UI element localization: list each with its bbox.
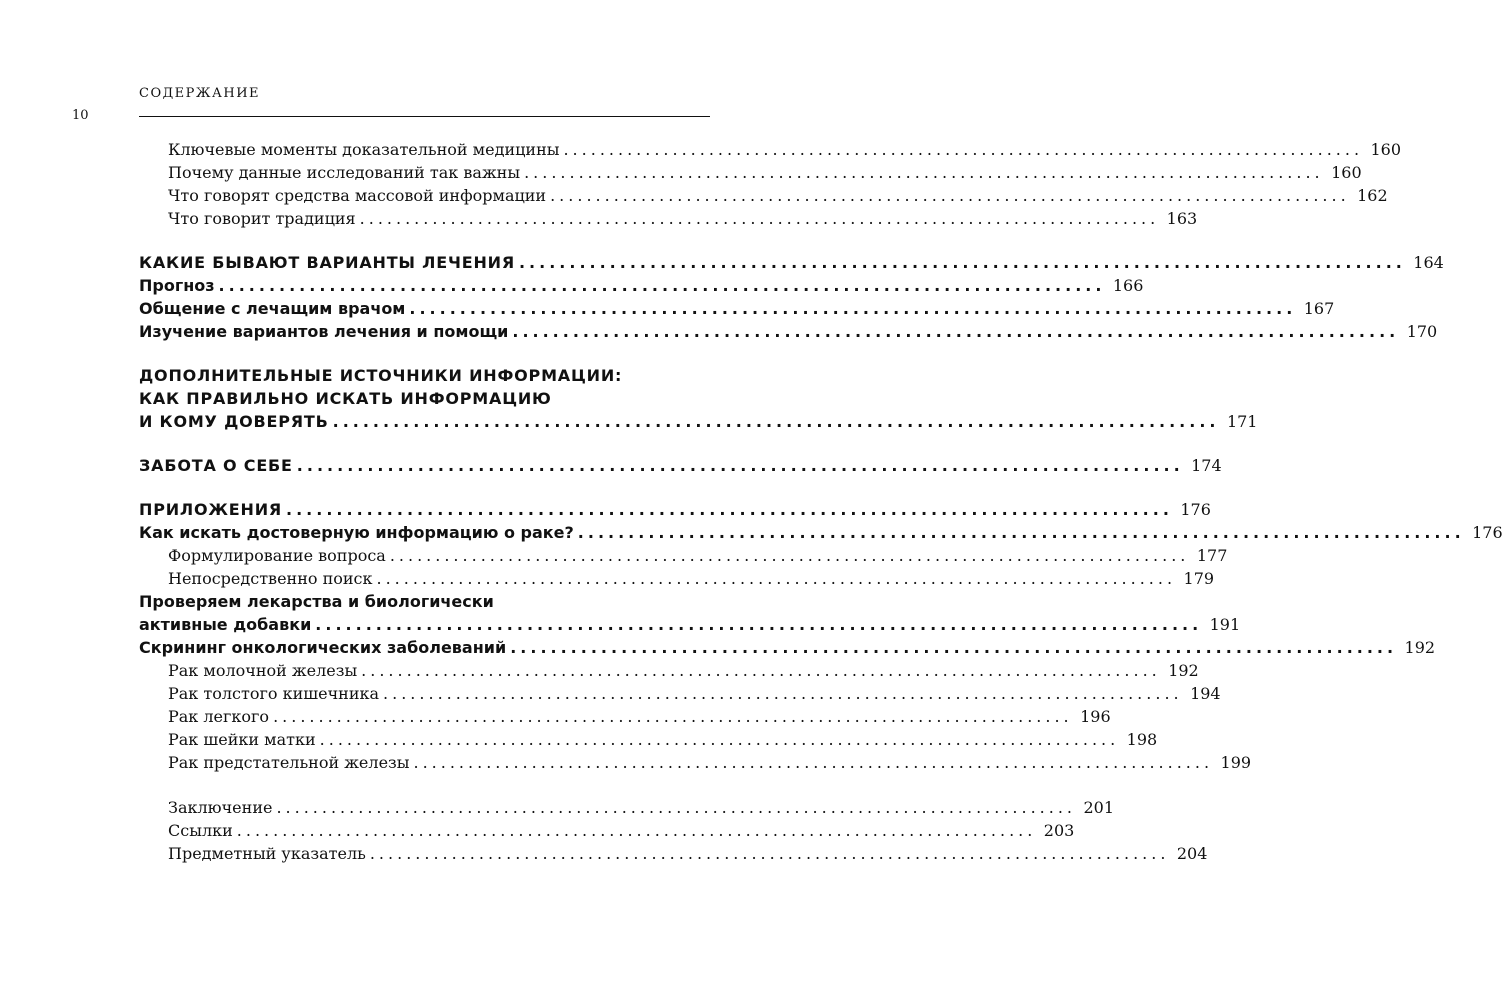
section-gap (139, 433, 700, 454)
toc-entry-page: 176 (1472, 523, 1503, 542)
toc-entry-page: 162 (1357, 186, 1388, 205)
toc-entry-label: Рак легкого (168, 707, 270, 726)
toc-entry[interactable] (139, 138, 1402, 161)
dot-leader: ........................................................................................ (273, 707, 1073, 726)
toc-entry-last-line (139, 410, 1258, 433)
dot-leader: ........................................................................................ (319, 730, 1120, 749)
toc-entry-label: Рак предстательной железы (168, 753, 410, 772)
toc-entry-label: Ссылки (168, 821, 233, 840)
toc-entry-page: 203 (1043, 821, 1075, 840)
toc-chapter-entry[interactable] (139, 454, 1222, 477)
toc-entry-page: 167 (1303, 299, 1335, 318)
toc-entry[interactable] (139, 842, 1208, 865)
toc-entry[interactable] (139, 184, 1388, 207)
toc-entry[interactable] (139, 751, 1252, 774)
toc-entry-label-line-1: ДОПОЛНИТЕЛЬНЫЕ ИСТОЧНИКИ ИНФОРМАЦИИ: (139, 366, 623, 385)
toc-entry[interactable] (139, 819, 1075, 842)
toc-entry-label: Рак шейки матки (168, 730, 316, 749)
dot-leader: ........................................................................................ (409, 299, 1297, 318)
toc-entry[interactable] (139, 274, 1144, 297)
dot-leader: ........................................................................................ (315, 615, 1203, 634)
toc-entry-page: 179 (1183, 569, 1215, 588)
toc-entry-page: 176 (1180, 500, 1211, 519)
toc-entry[interactable] (139, 320, 1438, 343)
toc-entry-page: 192 (1404, 638, 1436, 657)
table-of-contents (139, 138, 1503, 865)
dot-leader: ........................................................................................ (236, 821, 1037, 840)
toc-entry-page: 166 (1112, 276, 1144, 295)
toc-entry-label: Прогноз (139, 276, 215, 295)
toc-entry-page: 177 (1196, 546, 1228, 565)
toc-entry-page: 194 (1190, 684, 1221, 703)
toc-entry-label: Как искать достоверную информацию о раке? (139, 523, 574, 542)
toc-entry-last-line (139, 613, 1241, 636)
header-rule (139, 116, 710, 117)
dot-leader: ........................................................................................ (376, 569, 1177, 588)
toc-entry-label: Непосредственно поиск (168, 569, 373, 588)
toc-entry-label: ЗАБОТА О СЕБЕ (139, 456, 293, 475)
toc-entry[interactable] (139, 207, 1198, 230)
toc-entry-label: Рак молочной железы (168, 661, 358, 680)
toc-entry-label: Формулирование вопроса (168, 546, 386, 565)
section-gap (139, 774, 700, 796)
dot-leader: ........................................................................................ (550, 186, 1350, 205)
toc-entry-page: 196 (1080, 707, 1111, 726)
toc-entry[interactable] (139, 544, 1228, 567)
toc-entry-page: 160 (1331, 163, 1362, 182)
toc-entry-label: Изучение вариантов лечения и помощи (139, 322, 509, 341)
toc-entry-label: Заключение (168, 798, 273, 817)
toc-entry-label: ПРИЛОЖЕНИЯ (139, 500, 283, 519)
dot-leader: ........................................................................................ (510, 638, 1398, 657)
toc-entry-page: 164 (1413, 253, 1444, 272)
toc-entry-label-line-1: Проверяем лекарства и биологически (139, 592, 494, 611)
toc-entry-label: Что говорит традиция (168, 209, 356, 228)
toc-entry[interactable] (139, 590, 1241, 636)
toc-entry-page: 174 (1191, 456, 1222, 475)
section-gap (139, 477, 700, 498)
toc-entry-page: 204 (1176, 844, 1208, 863)
toc-entry[interactable] (139, 161, 1362, 184)
dot-leader: ........................................................................................ (563, 140, 1364, 159)
toc-entry[interactable] (139, 636, 1436, 659)
dot-leader: ........................................................................................ (413, 753, 1214, 772)
toc-entry-label: Общение с лечащим врачом (139, 299, 406, 318)
toc-entry-page: 171 (1226, 412, 1258, 431)
page-number: 10 (72, 108, 89, 123)
toc-entry-page: 198 (1126, 730, 1158, 749)
dot-leader: ........................................................................................ (359, 209, 1160, 228)
dot-leader: ........................................................................................ (389, 546, 1190, 565)
dot-leader: ........................................................................................ (577, 523, 1465, 542)
toc-entry[interactable] (139, 796, 1115, 819)
toc-entry-label-line-2: КАК ПРАВИЛЬНО ИСКАТЬ ИНФОРМАЦИЮ (139, 389, 552, 408)
toc-entry[interactable] (139, 567, 1215, 590)
toc-entry-page: 191 (1209, 615, 1241, 634)
dot-leader: ........................................................................................ (332, 412, 1220, 431)
toc-entry-page: 192 (1168, 661, 1199, 680)
toc-entry-label: КАКИЕ БЫВАЮТ ВАРИАНТЫ ЛЕЧЕНИЯ (139, 253, 515, 272)
dot-leader: ........................................................................................ (361, 661, 1161, 680)
toc-entry-label: активные добавки (139, 615, 312, 634)
section-gap (139, 230, 700, 251)
toc-entry[interactable] (139, 728, 1158, 751)
toc-chapter-entry[interactable] (139, 251, 1444, 274)
dot-leader: ........................................................................................ (218, 276, 1106, 295)
toc-entry-label: Скрининг онкологических заболеваний (139, 638, 507, 657)
dot-leader: ........................................................................................ (286, 500, 1173, 519)
dot-leader: ........................................................................................ (369, 844, 1170, 863)
toc-entry-label: Что говорят средства массовой информации (168, 186, 547, 205)
toc-chapter-entry[interactable] (139, 498, 1211, 521)
toc-entry-label: Почему данные исследований так важны (168, 163, 521, 182)
running-head: СОДЕРЖАНИЕ (139, 86, 261, 101)
toc-chapter-entry[interactable] (139, 364, 1258, 433)
dot-leader: ........................................................................................ (518, 253, 1406, 272)
toc-entry-page: 201 (1083, 798, 1115, 817)
toc-entry-page: 170 (1406, 322, 1438, 341)
toc-entry[interactable] (139, 705, 1111, 728)
toc-entry[interactable] (139, 682, 1221, 705)
dot-leader: ........................................................................................ (296, 456, 1184, 475)
toc-entry-page: 199 (1220, 753, 1252, 772)
toc-entry-label: И КОМУ ДОВЕРЯТЬ (139, 412, 329, 431)
dot-leader: ........................................................................................ (276, 798, 1077, 817)
toc-entry-label: Рак толстого кишечника (168, 684, 380, 703)
toc-entry[interactable] (139, 659, 1199, 682)
toc-entry-page: 163 (1166, 209, 1198, 228)
toc-entry[interactable] (139, 297, 1335, 320)
dot-leader: ........................................................................................ (512, 322, 1400, 341)
dot-leader: ........................................................................................ (383, 684, 1183, 703)
toc-entry-label: Предметный указатель (168, 844, 366, 863)
section-gap (139, 343, 700, 364)
toc-entry-label: Ключевые моменты доказательной медицины (168, 140, 560, 159)
toc-entry[interactable] (139, 521, 1503, 544)
toc-entry-page: 160 (1370, 140, 1402, 159)
dot-leader: ........................................................................................ (524, 163, 1324, 182)
